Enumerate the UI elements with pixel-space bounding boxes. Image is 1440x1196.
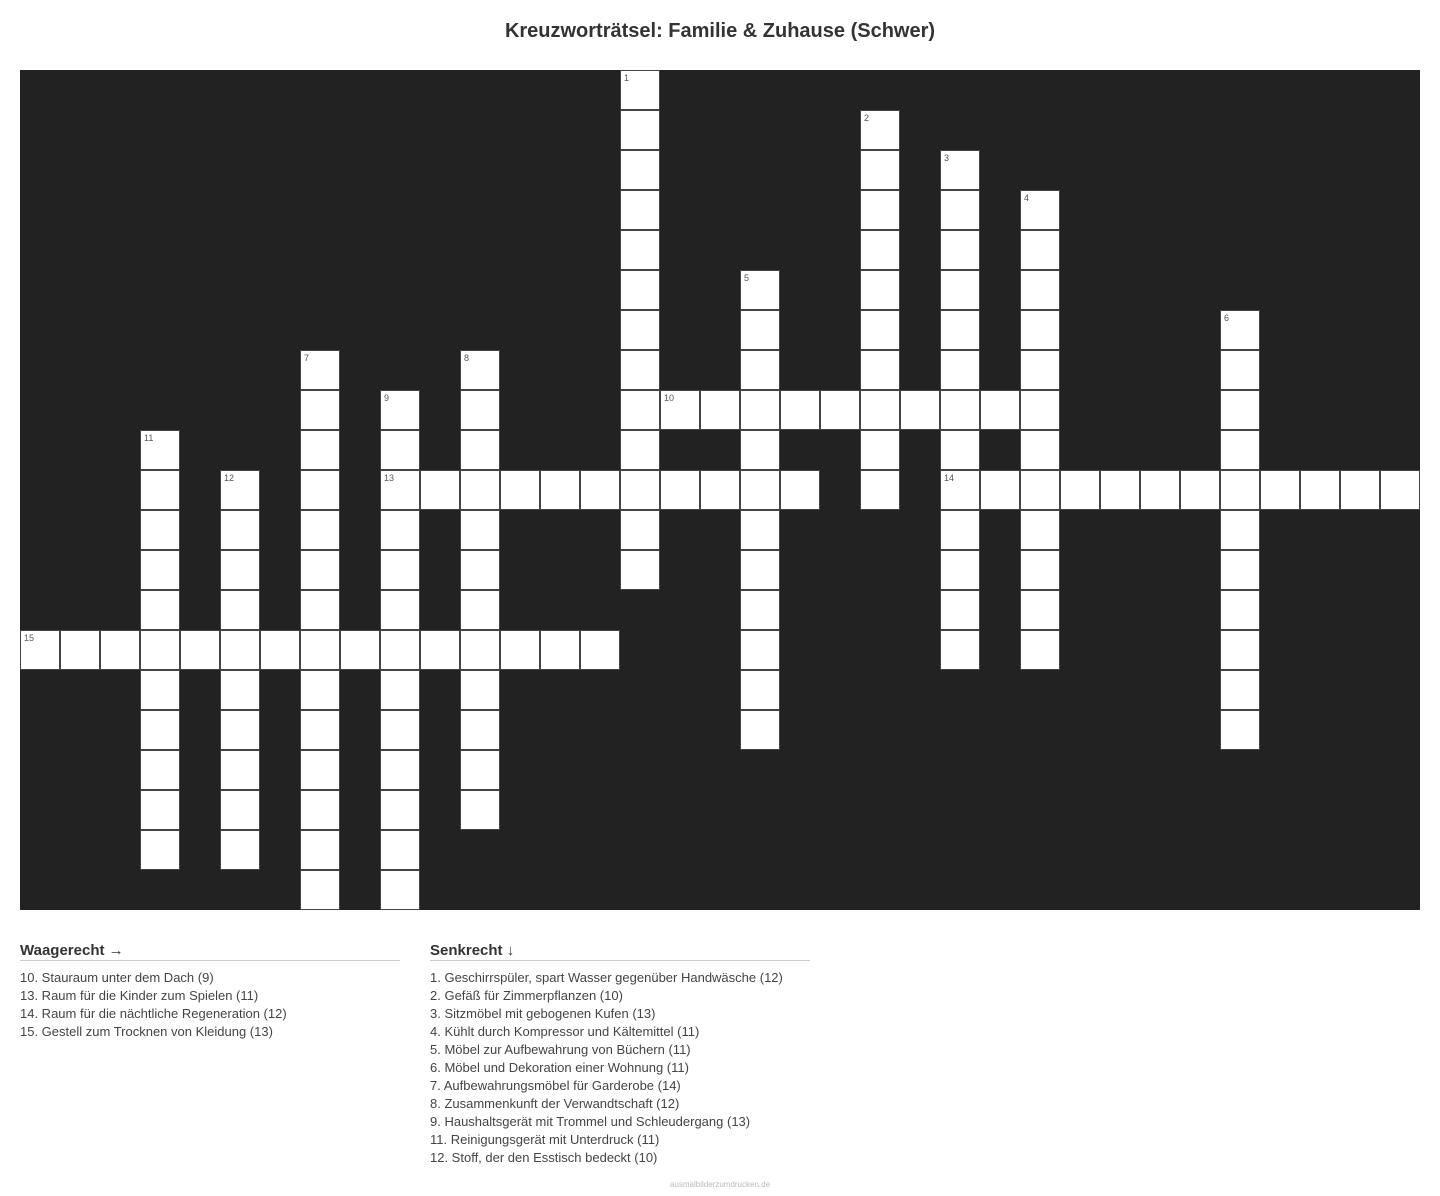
grid-cell[interactable] [740,630,780,670]
clue-number: 13 [384,473,395,483]
grid-cell[interactable] [300,590,340,630]
grid-cell[interactable] [1220,430,1260,470]
grid-cell[interactable] [620,470,660,510]
grid-cell[interactable] [380,430,420,470]
grid-cell[interactable] [220,750,260,790]
clue-item: 6. Möbel und Dekoration einer Wohnung (11) [430,1060,689,1075]
grid-cell[interactable] [1020,350,1060,390]
grid-cell[interactable] [820,390,860,430]
grid-cell[interactable] [460,510,500,550]
grid-cell[interactable] [420,630,460,670]
grid-cell[interactable] [940,310,980,350]
grid-cell[interactable] [740,590,780,630]
grid-cell[interactable] [940,470,980,510]
grid-cell[interactable] [1220,630,1260,670]
grid-cell[interactable] [940,550,980,590]
grid-cell[interactable] [1260,470,1300,510]
grid-cell[interactable] [620,350,660,390]
grid-cell[interactable] [380,510,420,550]
grid-cell[interactable] [1220,470,1260,510]
grid-cell[interactable] [980,390,1020,430]
grid-cell[interactable] [660,390,700,430]
grid-cell[interactable] [940,270,980,310]
grid-cell[interactable] [980,470,1020,510]
clue-item: 8. Zusammenkunft der Verwandtschaft (12) [430,1096,680,1111]
grid-cell[interactable] [140,630,180,670]
clue-item: 12. Stoff, der den Esstisch bedeckt (10) [430,1150,658,1165]
across-clues [20,942,400,1041]
grid-cell[interactable] [140,510,180,550]
grid-cell[interactable] [1020,590,1060,630]
clue-item: 13. Raum für die Kinder zum Spielen (11) [20,988,259,1003]
grid-cell[interactable] [740,350,780,390]
grid-cell[interactable] [740,670,780,710]
grid-cell[interactable] [140,590,180,630]
grid-cell[interactable] [620,510,660,550]
grid-cell[interactable] [380,870,420,910]
grid-cell[interactable] [100,630,140,670]
grid-cell[interactable] [300,750,340,790]
grid-cell[interactable] [580,630,620,670]
across-heading: Waagerecht → [20,942,400,961]
grid-cell[interactable] [1020,630,1060,670]
grid-cell[interactable] [940,510,980,550]
grid-cell[interactable] [860,390,900,430]
grid-cell[interactable] [380,390,420,430]
grid-cell[interactable] [380,470,420,510]
grid-cell[interactable] [420,470,460,510]
grid-cell[interactable] [540,470,580,510]
grid-cell[interactable] [620,190,660,230]
grid-cell[interactable] [1020,390,1060,430]
clue-item: 5. Möbel zur Aufbewahrung von Büchern (11) [430,1042,691,1057]
grid-cell[interactable] [220,510,260,550]
grid-cell[interactable] [860,310,900,350]
clue-number: 1 [624,73,630,83]
across-clue-list [20,969,400,1041]
down-clue-list [430,969,810,1167]
grid-cell[interactable] [1180,470,1220,510]
clue-item: 10. Stauraum unter dem Dach (9) [20,970,214,985]
grid-cell[interactable] [620,390,660,430]
grid-cell[interactable] [740,470,780,510]
clue-number: 12 [224,473,235,483]
clue-item: 3. Sitzmöbel mit gebogenen Kufen (13) [430,1006,656,1021]
grid-cell[interactable] [1220,390,1260,430]
grid-cell[interactable] [140,750,180,790]
clue-number: 10 [664,393,675,403]
grid-cell[interactable] [380,830,420,870]
grid-cell[interactable] [620,70,660,110]
grid-cell[interactable] [900,390,940,430]
grid-cell[interactable] [740,710,780,750]
grid-cell[interactable] [1220,670,1260,710]
clue-number: 6 [1224,313,1230,323]
grid-cell[interactable] [1380,470,1420,510]
clue-number: 8 [464,353,470,363]
grid-cell[interactable] [620,270,660,310]
clue-number: 9 [384,393,390,403]
clue-item: 9. Haushaltsgerät mit Trommel und Schleudergang (13) [430,1114,751,1129]
grid-cell[interactable] [140,470,180,510]
grid-cell[interactable] [220,830,260,870]
grid-cell[interactable] [860,150,900,190]
grid-cell[interactable] [380,550,420,590]
grid-cell[interactable] [220,550,260,590]
grid-cell[interactable] [300,710,340,750]
grid-cell[interactable] [300,630,340,670]
clue-number: 7 [304,353,310,363]
grid-cell[interactable] [1020,310,1060,350]
clue-number: 15 [24,633,35,643]
puzzle-title: Kreuzworträtsel: Familie & Zuhause (Schwer) [504,20,936,42]
grid-cell[interactable] [140,670,180,710]
grid-cell[interactable] [740,390,780,430]
grid-cell[interactable] [1020,270,1060,310]
grid-cell[interactable] [300,870,340,910]
grid-cell[interactable] [460,430,500,470]
grid-cell[interactable] [380,590,420,630]
grid-cell[interactable] [380,750,420,790]
grid-cell[interactable] [1220,310,1260,350]
grid-cell[interactable] [460,710,500,750]
grid-cell[interactable] [660,470,700,510]
grid-cell[interactable] [620,550,660,590]
down-clues [430,942,810,1167]
grid-cell[interactable] [220,790,260,830]
grid-cell[interactable] [460,670,500,710]
grid-cell[interactable] [260,630,300,670]
grid-cell[interactable] [620,430,660,470]
grid-cell[interactable] [460,350,500,390]
grid-cell[interactable] [860,470,900,510]
grid-cell[interactable] [1220,510,1260,550]
grid-cell[interactable] [700,390,740,430]
grid-cell[interactable] [300,550,340,590]
grid-cell[interactable] [1340,470,1380,510]
grid-cell[interactable] [740,270,780,310]
grid-cell[interactable] [940,630,980,670]
clue-number: 3 [944,153,950,163]
grid-cell[interactable] [1300,470,1340,510]
grid-cell[interactable] [220,710,260,750]
grid-cell[interactable] [300,350,340,390]
grid-cell[interactable] [220,470,260,510]
grid-cell[interactable] [460,590,500,630]
clue-number: 11 [144,433,154,443]
grid-cell[interactable] [860,430,900,470]
clue-item: 14. Raum für die nächtliche Regeneration (12) [20,1006,287,1021]
grid-cell[interactable] [940,390,980,430]
clue-item: 2. Gefäß für Zimmerpflanzen (10) [430,988,623,1003]
grid-cell[interactable] [460,550,500,590]
clue-number: 5 [744,273,750,283]
clue-item: 15. Gestell zum Trocknen von Kleidung (13) [20,1024,273,1039]
grid-cell[interactable] [620,110,660,150]
grid-cell[interactable] [1020,510,1060,550]
grid-cell[interactable] [860,110,900,150]
grid-cell[interactable] [1100,470,1140,510]
clue-item: 11. Reinigungsgerät mit Unterdruck (11) [430,1132,660,1147]
grid-cell[interactable] [380,710,420,750]
footer-credit: ausmalbilderzumdrucken.de [669,1180,771,1189]
grid-cell[interactable] [740,550,780,590]
grid-cell[interactable] [460,630,500,670]
clue-number: 14 [944,473,955,483]
down-heading: Senkrecht ↓ [430,942,810,961]
grid-cell[interactable] [740,310,780,350]
clue-number: 2 [864,113,870,123]
grid-cell[interactable] [300,470,340,510]
grid-cell[interactable] [1220,590,1260,630]
grid-cell[interactable] [940,350,980,390]
grid-cell[interactable] [1020,470,1060,510]
clue-number: 4 [1024,193,1030,203]
grid-cell[interactable] [460,790,500,830]
grid-cell[interactable] [500,470,540,510]
grid-cell[interactable] [220,630,260,670]
grid-cell[interactable] [940,190,980,230]
grid-cell[interactable] [860,190,900,230]
grid-cell[interactable] [700,470,740,510]
clue-item: 7. Aufbewahrungsmöbel für Garderobe (14) [430,1078,681,1093]
grid-cell[interactable] [140,710,180,750]
grid-cell[interactable] [140,830,180,870]
grid-cell[interactable] [740,430,780,470]
grid-cell[interactable] [460,750,500,790]
grid-cell[interactable] [620,310,660,350]
grid-cell[interactable] [380,630,420,670]
clue-item: 4. Kühlt durch Kompressor und Kältemittel (11) [430,1024,700,1039]
grid-cell[interactable] [780,470,820,510]
grid-cell[interactable] [1020,430,1060,470]
grid-cell[interactable] [380,790,420,830]
grid-cell[interactable] [740,510,780,550]
grid-cell[interactable] [220,590,260,630]
grid-cell[interactable] [940,150,980,190]
grid-cell[interactable] [300,670,340,710]
crossword-grid [20,70,1420,910]
grid-cell[interactable] [140,550,180,590]
grid-cell[interactable] [780,390,820,430]
grid-cell[interactable] [340,630,380,670]
grid-cell[interactable] [1020,190,1060,230]
clue-item: 1. Geschirrspüler, spart Wasser gegenüber Handwäsche (12) [430,970,783,985]
grid-cell[interactable] [180,630,220,670]
grid-cell[interactable] [60,630,100,670]
grid-cell[interactable] [1220,710,1260,750]
grid-cell[interactable] [860,270,900,310]
grid-cell[interactable] [140,790,180,830]
grid-cell[interactable] [140,430,180,470]
grid-cell[interactable] [460,390,500,430]
grid-cell[interactable] [380,670,420,710]
grid-cell[interactable] [620,150,660,190]
grid-cell[interactable] [1220,350,1260,390]
grid-cell[interactable] [300,390,340,430]
grid-cell[interactable] [20,630,60,670]
grid-cell[interactable] [940,230,980,270]
grid-cell[interactable] [580,470,620,510]
grid-cell[interactable] [940,590,980,630]
grid-cell[interactable] [860,230,900,270]
grid-cell[interactable] [1020,230,1060,270]
grid-cell[interactable] [1220,550,1260,590]
grid-cell[interactable] [460,470,500,510]
grid-cell[interactable] [1060,470,1100,510]
grid-cell[interactable] [620,230,660,270]
grid-cell[interactable] [860,350,900,390]
grid-cell[interactable] [540,630,580,670]
grid-cell[interactable] [300,430,340,470]
grid-cell[interactable] [500,630,540,670]
grid-cell[interactable] [940,430,980,470]
grid-cell[interactable] [300,510,340,550]
grid-cell[interactable] [220,670,260,710]
grid-cell[interactable] [1020,550,1060,590]
grid-cell[interactable] [1140,470,1180,510]
grid-cell[interactable] [300,830,340,870]
grid-cell[interactable] [300,790,340,830]
